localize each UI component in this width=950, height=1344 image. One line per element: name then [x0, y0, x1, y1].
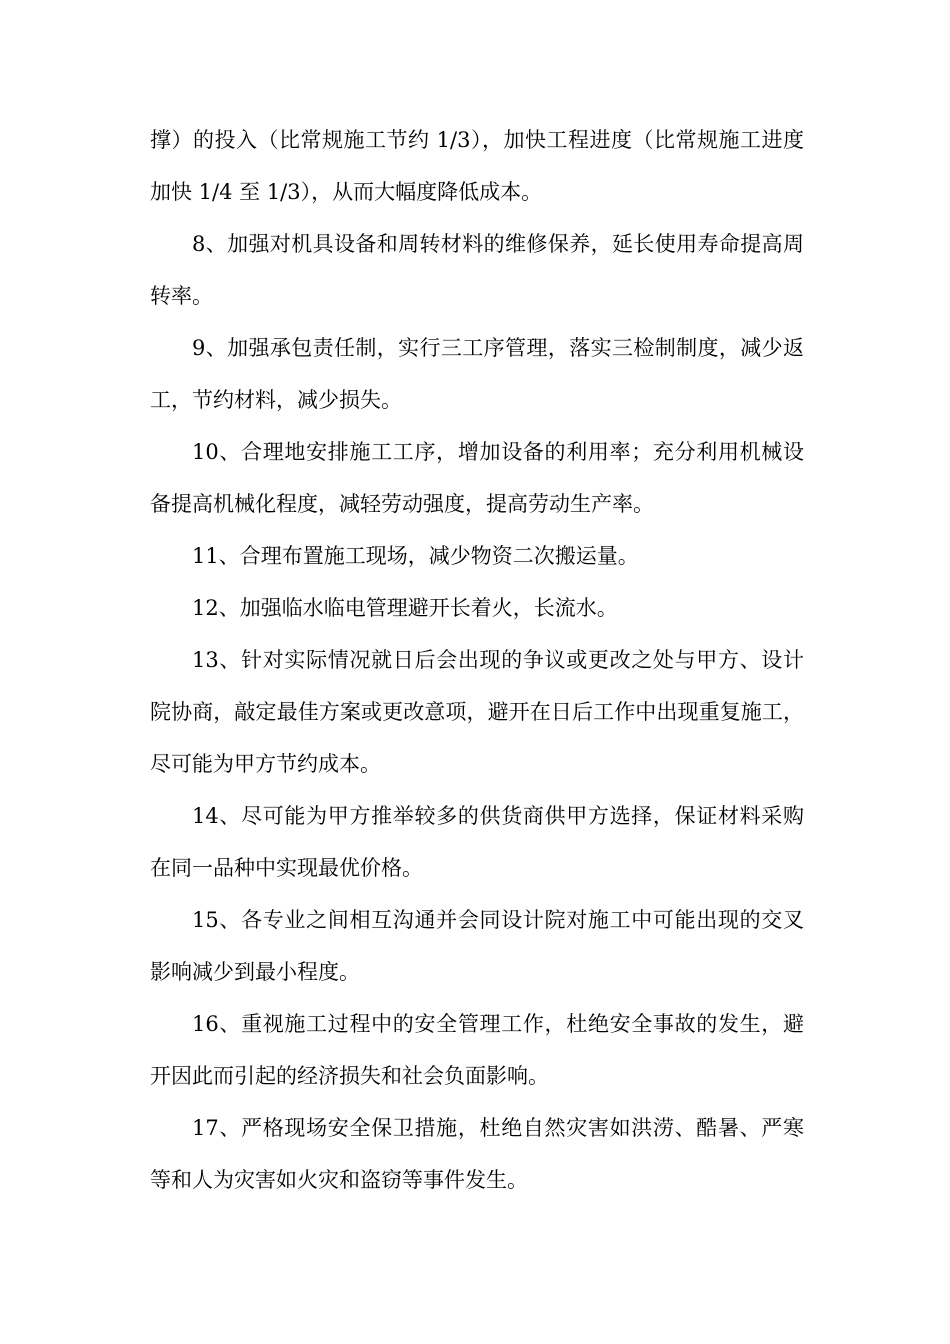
paragraph-item-10: 10、合理地安排施工工序，增加设备的利用率；充分利用机械设备提高机械化程度，减轻劳动强度，提高劳动生产率。: [150, 440, 804, 516]
paragraph-item-12: 12、加强临水临电管理避开长着火，长流水。: [192, 596, 618, 620]
paragraph-item-14: 14、尽可能为甲方推举较多的供货商供甲方选择，保证材料采购在同一品种中实现最优价格。: [150, 804, 804, 880]
paragraph-item-11: 11、合理布置施工现场，减少物资二次搬运量。: [192, 544, 639, 568]
paragraph-item-9: 9、加强承包责任制，实行三工序管理，落实三检制制度，减少返工，节约材料，减少损失。: [150, 336, 804, 412]
paragraph-item-17: 17、严格现场安全保卫措施，杜绝自然灾害如洪涝、酷暑、严寒等和人为灾害如火灾和盗窃等事件发生。: [150, 1116, 804, 1192]
paragraph-item-16: 16、重视施工过程中的安全管理工作，杜绝安全事故的发生，避开因此而引起的经济损失和社会负面影响。: [150, 1012, 804, 1088]
paragraph-item-8: 8、加强对机具设备和周转材料的维修保养，延长使用寿命提高周转率。: [150, 232, 804, 308]
document-body: [150, 114, 804, 1206]
paragraph-continuation: 撑）的投入（比常规施工节约 1/3），加快工程进度（比常规施工进度加快 1/4 至 1/3），从而大幅度降低成本。: [150, 128, 804, 204]
paragraph-item-15: 15、各专业之间相互沟通并会同设计院对施工中可能出现的交叉影响减少到最小程度。: [150, 908, 804, 984]
paragraph-item-13: 13、针对实际情况就日后会出现的争议或更改之处与甲方、设计院协商，敲定最佳方案或更改意项，避开在日后工作中出现重复施工，尽可能为甲方节约成本。: [150, 648, 804, 776]
